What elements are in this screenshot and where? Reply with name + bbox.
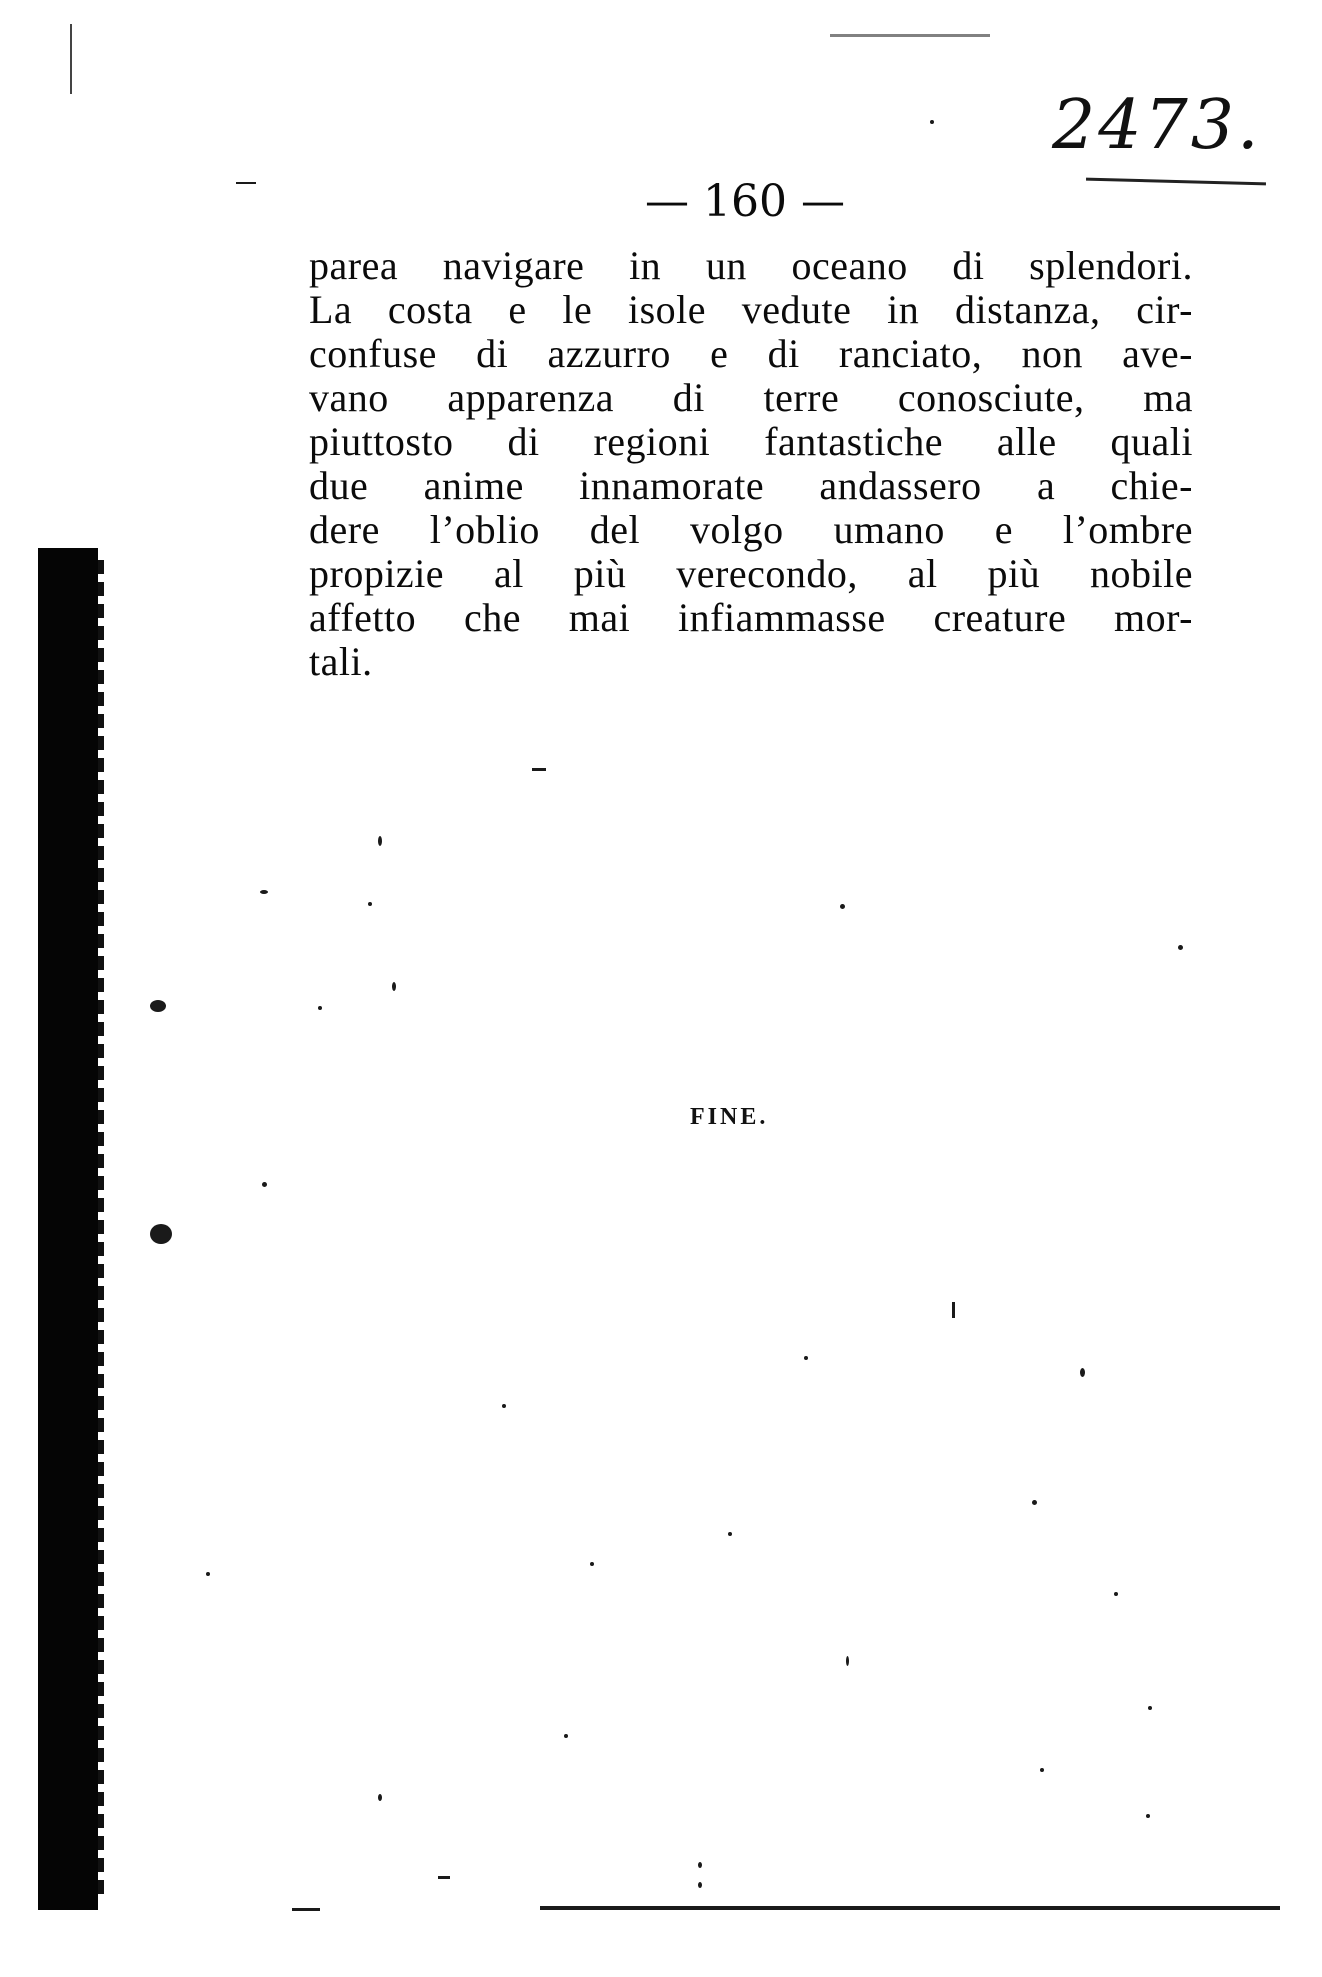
page-number: — 160 — (645, 176, 845, 227)
scan-speck (590, 1562, 594, 1566)
scan-speck (318, 1006, 322, 1010)
scan-speck (262, 1182, 267, 1187)
scan-speck (564, 1734, 568, 1738)
scan-speck (728, 1532, 732, 1536)
scan-speck (1146, 1814, 1150, 1818)
bottom-rule (540, 1906, 1280, 1910)
scan-speck (378, 1794, 382, 1801)
text-line: piuttosto di regioni fantastiche alle quali (309, 419, 1193, 464)
scan-speck (236, 182, 256, 184)
scan-speck (952, 1302, 955, 1318)
scan-speck (1148, 1706, 1152, 1710)
scan-speck (930, 120, 934, 124)
book-spine-shadow (38, 548, 98, 1910)
scan-speck (804, 1356, 808, 1360)
scan-speck (368, 902, 372, 906)
scan-speck (532, 768, 546, 771)
text-line: confuse di azzurro e di ranciato, non ave- (309, 331, 1193, 376)
scan-speck (150, 1224, 172, 1244)
scan-speck (830, 34, 990, 37)
scan-speck (502, 1404, 506, 1408)
text-line-last: tali. (309, 639, 373, 684)
text-line: due anime innamorate andassero a chie- (309, 463, 1193, 508)
scan-speck (1032, 1500, 1037, 1505)
bottom-rule-short (292, 1908, 320, 1911)
end-mark: FINE. (690, 1104, 769, 1130)
scan-speck (1040, 1768, 1044, 1772)
scan-speck (378, 836, 382, 846)
text-line: vano apparenza di terre conosciute, ma (309, 375, 1193, 420)
scan-speck (150, 1000, 166, 1012)
text-line: affetto che mai infiammasse creature mor- (309, 595, 1193, 640)
text-line: parea navigare in un oceano di splendori. (309, 243, 1193, 288)
scan-speck (206, 1572, 210, 1576)
scan-speck (1178, 945, 1183, 950)
handwritten-catalog-number: 2473. (1052, 86, 1262, 165)
scan-speck (438, 1876, 450, 1879)
scan-speck (392, 982, 396, 991)
scan-speck (260, 890, 268, 894)
scan-speck (1114, 1592, 1118, 1596)
scan-speck (846, 1656, 849, 1666)
text-line: dere l’oblio del volgo umano e l’ombre (309, 507, 1193, 552)
scan-speck (698, 1862, 702, 1868)
body-text (309, 244, 1193, 684)
text-line: La costa e le isole vedute in distanza, cir- (309, 287, 1193, 332)
scan-speck (1080, 1368, 1085, 1377)
book-spine-edge (98, 560, 104, 1900)
margin-tick (70, 24, 72, 94)
text-line: propizie al più verecondo, al più nobile (309, 551, 1193, 596)
scan-speck (698, 1882, 702, 1888)
catalog-number-underline (1086, 178, 1266, 186)
scan-speck (840, 904, 845, 909)
